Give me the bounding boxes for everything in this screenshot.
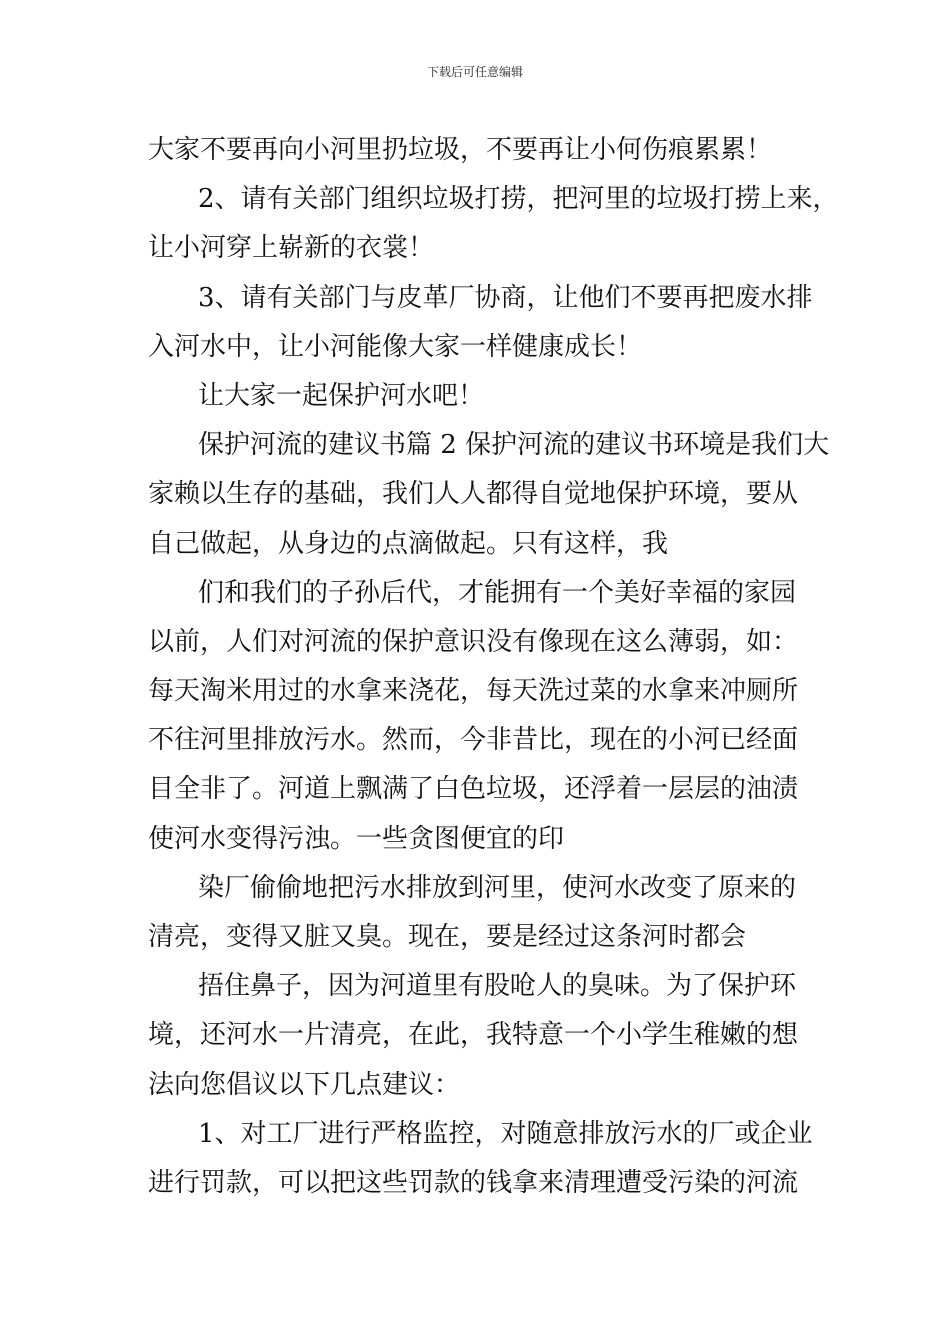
text-line: 大家不要再向小河里扔垃圾，不要再让小何伤痕累累！ [148,135,773,165]
text-line: 2、请有关部门组织垃圾打捞，把河里的垃圾打捞上来， [198,184,839,215]
text-line: 保护河流的建议书篇 2 保护河流的建议书环境是我们大 [198,430,830,461]
text-line: 3、请有关部门与皮革厂协商，让他们不要再把废水排 [198,282,813,313]
text-line: 法向您倡议以下几点建议： [148,1069,461,1100]
text-line: 以前，人们对河流的保护意识没有像现在这么薄弱，如： [148,626,799,657]
text-line: 捂住鼻子，因为河道里有股呛人的臭味。为了保护环 [198,971,797,1002]
text-line: 家赖以生存的基础，我们人人都得自觉地保护环境，要从 [148,479,799,510]
text-line: 目全非了。河道上飘满了白色垃圾，还浮着一层层的油渍 [148,774,799,805]
text-line: 们和我们的子孙后代，才能拥有一个美好幸福的家园 [198,577,797,608]
text-line: 让小河穿上崭新的衣裳！ [148,233,435,264]
text-line: 1、对工厂进行严格监控，对随意排放污水的厂或企业 [198,1118,813,1149]
text-line: 使河水变得污浊。一些贪图便宜的印 [148,823,565,854]
text-line: 入河水中，让小河能像大家一样健康成长！ [148,331,643,362]
text-line: 进行罚款，可以把这些罚款的钱拿来清理遭受污染的河流 [148,1167,799,1198]
text-line: 每天淘米用过的水拿来浇花，每天洗过菜的水拿来冲厕所 [148,676,799,707]
text-line: 境，还河水一片清亮，在此，我特意一个小学生稚嫩的想 [148,1020,799,1051]
page-header: 下载后可任意编辑 [426,65,523,79]
document-body [148,126,839,1208]
text-line: 清亮，变得又脏又臭。现在，要是经过这条河时都会 [148,922,747,952]
text-line: 让大家一起保护河水吧！ [198,380,485,411]
text-line: 染厂偷偷地把污水排放到河里，使河水改变了原来的 [198,872,797,903]
text-line: 不往河里排放污水。然而，今非昔比，现在的小河已经面 [148,725,799,756]
text-line: 自己做起，从身边的点滴做起。只有这样，我 [148,528,669,559]
